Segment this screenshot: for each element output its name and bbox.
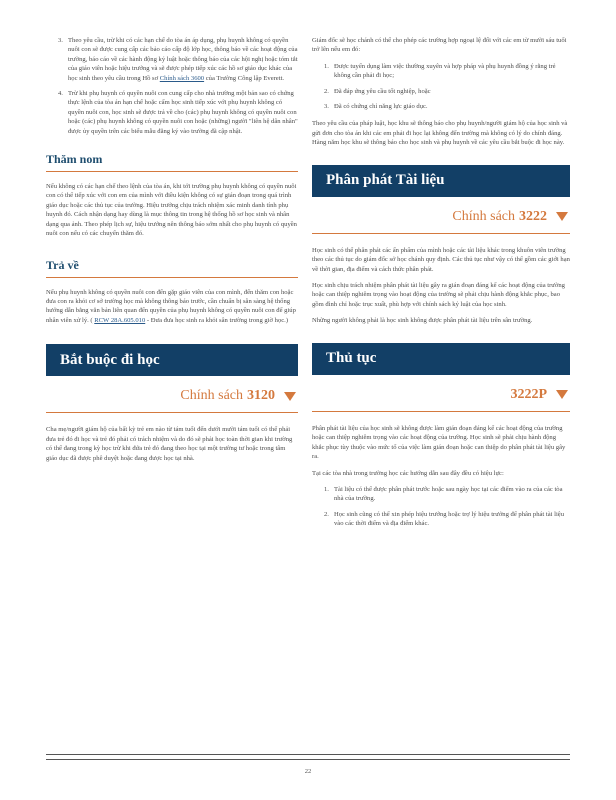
- policy-3600-link[interactable]: Chính sách 3600: [159, 74, 205, 82]
- section-banner-procedure: Thủ tục: [312, 343, 570, 375]
- release-paragraph: Nếu phụ huynh không có quyền nuôi con đến gặp giáo viên của con mình, đến thăm con hoặc đưa con ra khỏi cơ sở trường học mà không thông báo trước, cần chuẩn bị sẵn sàng hệ thống hướng dẫn bằng văn bản liên quan đến quyền của phụ huynh không có quyền nuôi con để giúp nhân viên xử lý. ( RCW 28A.605.010 - Đưa đưa học sinh ra khỏi sân trường trong giờ học.): [46, 288, 296, 324]
- exceptions-intro: Giám đốc sẽ học chánh có thể cho phép các trường hợp ngoại lệ đối với các em từ mười sáu tuổi trở lên nếu em đó:: [312, 37, 567, 54]
- procedure-paragraph-2: Tại các tòa nhà trong trường học các hướng dẫn sau đây đều có hiệu lực:: [312, 469, 504, 477]
- triangle-down-icon: [284, 392, 296, 401]
- section-banner-distribution: Phân phát Tài liệu: [312, 165, 570, 197]
- distribution-paragraph-1: Học sinh có thể phân phát các ấn phẩm của mình hoặc các tài liệu khác trong khuôn viên trường theo các thủ tục do giám đốc sở học chánh quy định. Các thủ tục như vậy có thể gồm các giới hạn về thời gian, địa điểm và cách thức phân phát.: [312, 246, 570, 273]
- divider: [46, 171, 298, 172]
- policy-number-3222p: 3222P: [312, 385, 570, 405]
- footer-rule: [46, 759, 570, 760]
- distribution-paragraph-3: Những người không phải là học sinh không được phân phát tài liệu trên sân trường.: [312, 317, 533, 325]
- list-item: 2. Học sinh cũng có thể xin phép hiệu trưởng hoặc trợ lý hiệu trưởng để phân phát tài liệu vào các thời điểm và địa điểm khác.: [324, 510, 565, 528]
- procedure-paragraph-1: Phân phát tài liệu của học sinh sẽ không được làm gián đoạn đáng kể các hoạt động của trường hoặc can thiệp nghiêm trọng vào các hoạt động của trường. Học sinh sẽ phải chịu hành động khắc phục tùy thuộc vào mức tổ của việc làm gián đoạn hoặc can thiệp do phân phát tài liệu gây ra.: [312, 424, 566, 461]
- triangle-down-icon: [556, 212, 568, 221]
- divider: [312, 233, 570, 234]
- procedure-list: [312, 485, 570, 529]
- policy-number-3120: Chính sách 3120: [46, 386, 298, 406]
- list-item: 1. Được tuyển dụng làm việc thường xuyên và hợp pháp và phụ huynh đồng ý rằng trẻ không cần phải đi học;: [324, 62, 556, 80]
- left-column: [46, 36, 298, 470]
- attendance-notice-paragraph: Theo yêu cầu của pháp luật, học khu sẽ thông báo cho phụ huynh/người giám hộ của học sinh và gửi đơn cho tòa án khi các em phải đi học lại không đến trường mà không có lý do chính đáng. Hàng năm học khu sẽ thông báo cho học sinh và phụ huynh về các yêu cầu bắt buộc đi học này.: [312, 120, 568, 147]
- divider: [46, 412, 298, 413]
- list-item: 2. Đã đáp ứng yêu cầu tốt nghiệp, hoặc: [324, 87, 431, 95]
- footer-rule: [46, 754, 570, 755]
- triangle-down-icon: [556, 390, 568, 399]
- right-column: [312, 36, 570, 537]
- exceptions-list: [312, 62, 570, 112]
- distribution-paragraph-2: Học sinh chịu trách nhiệm phân phát tài liệu gây ra gián đoạn đáng kể các hoạt động của trường hoặc can thiệp nghiêm trọng vào hoạt động của trường sẽ phải chịu hành động khắc phục, bao gồm đình chỉ hoặc trục xuất, phù hợp với chính sách kỷ luật của học sinh.: [312, 282, 565, 308]
- compulsory-paragraph: Cha mẹ/người giám hộ của bất kỳ trẻ em nào từ tám tuổi đến dưới mười tám tuổi có thể phải đưa trẻ đó đi học và trẻ đó phải có trách nhiệm và do đó sẽ phải học toàn thời gian khi trường có thể đang trong kỳ học trừ khi đứa trẻ đó đang theo học tại một trường tư hoặc trong tâm giáo dục đã được phê duyệt hoặc đang được học tại nhà.: [46, 426, 293, 462]
- rcw-link[interactable]: RCW 28A.605.010: [94, 316, 146, 324]
- divider: [46, 277, 298, 278]
- list-item: 4. Trừ khi phụ huynh có quyền nuôi con cung cấp cho nhà trường một bản sao có chứng thực lệnh của tòa án hạn chế hoặc cấm học sinh tiếp xúc với phụ huynh không có quyền nuôi con, học sinh sẽ được trả về cho (các) phụ huynh không có quyền nuôi con hoặc (các) phụ huynh không có quyền nuôi con hoặc (những) người "liên hệ dân nhân" được ủy quyền trên các biểu mẫu đăng ký vào trường đã cập nhật.: [58, 90, 298, 135]
- divider: [312, 411, 570, 412]
- visiting-paragraph: Nếu không có các hạn chế theo lệnh của tòa án, khi tới trường phụ huynh không có quyền nuôi con có thể tiếp xúc với con em của mình với điều kiện không có sự gián đoạn trong quá trình giáo dục hoặc các thủ tục của trường. Hiệu trưởng chịu trách nhiệm xác minh danh tính phụ huynh đó. Cách nhận dạng hay dùng là mục thông tin trong hệ thống hồ sơ học sinh và nhân dạng qua ảnh. Theo phép lịch sự, hiệu trưởng nên thông báo sớm nhất cho phụ huynh có quyền nuôi con nếu có các chuyến thăm đó.: [46, 183, 297, 238]
- section-heading-release: Trả về: [46, 257, 79, 272]
- custody-list-continued: [46, 36, 298, 136]
- section-banner-compulsory-attendance: Bắt buộc đi học: [46, 344, 298, 376]
- policy-number-3222: Chính sách 3222: [312, 207, 570, 227]
- page-number: 22: [304, 768, 312, 775]
- list-item: 3. Đã có chứng chỉ năng lực giáo dục.: [324, 103, 428, 111]
- list-item: 3. Theo yêu cầu, trừ khi có các hạn chế do tòa án áp dụng, phụ huynh không có quyền nuôi con sẽ được cung cấp các bảo cáo cấp độ lớp học, thông báo về các hoạt động của trường, báo cáo về các hành động kỷ luật hoặc thông báo của các hội nghị hoặc tóm tắt của giáo viên hoặc hiệu trưởng và sẽ được phép tiếp xúc các hồ sơ giáo dục khác của học sinh theo yêu cầu trong Hồ sơ Chính sách 3600 của Trường Công lập Everett.: [58, 37, 298, 82]
- section-heading-visiting: Thăm nom: [46, 152, 103, 167]
- list-item: 1. Tài liệu có thể được phân phát trước hoặc sau ngày học tại các điểm vào ra của các tòa nhà của trường.: [324, 485, 563, 503]
